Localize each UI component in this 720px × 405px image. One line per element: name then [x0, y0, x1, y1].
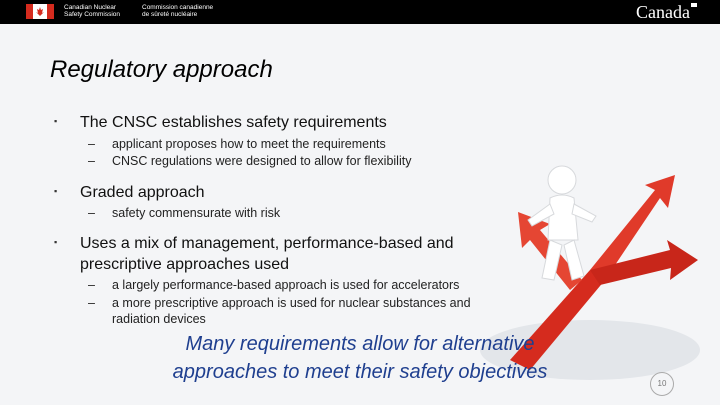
org-name-fr — [142, 4, 213, 18]
header-bar — [0, 0, 720, 24]
square-bullet-icon: ▪ — [54, 116, 58, 126]
dash-icon: – — [88, 278, 95, 292]
square-bullet-icon: ▪ — [54, 186, 58, 196]
callout-text: Many requirements allow for alternative approaches to meet their safety objectives — [172, 333, 548, 383]
sub-bullet-text: safety commensurate with risk — [112, 206, 281, 220]
org-en-line-2: Safety Commission — [64, 11, 120, 18]
page-number: 10 — [650, 372, 674, 396]
square-bullet-icon: ▪ — [54, 237, 58, 247]
slide-title: Regulatory approach — [50, 56, 273, 83]
canada-wordmark — [636, 2, 690, 22]
sub-bullet-text: CNSC regulations were designed to allow for flexibility — [112, 154, 412, 168]
dash-icon: – — [88, 206, 95, 220]
sub-bullet-text: applicant proposes how to meet the requirements — [112, 137, 386, 151]
bullet-text: Graded approach — [80, 184, 205, 201]
org-en-line-1: Canadian Nuclear — [64, 4, 117, 11]
sub-bullet-text: a more prescriptive approach is used for nuclear substances and radiation devices — [112, 296, 471, 326]
dash-icon: – — [88, 137, 95, 151]
sub-bullet-text: a largely performance-based approach is used for accelerators — [112, 278, 460, 292]
dash-icon: – — [88, 154, 95, 168]
wordmark-text: Canada — [636, 2, 690, 22]
org-fr-line-1: Commission canadienne — [142, 4, 214, 11]
org-fr-line-2: de sûreté nucléaire — [142, 11, 198, 18]
bullet-text: The CNSC establishes safety requirements — [80, 114, 387, 131]
bullet-text: Uses a mix of management, performance-based and prescriptive approaches used — [80, 235, 454, 273]
org-name-en — [64, 4, 120, 18]
mini-flag-icon — [691, 3, 697, 7]
dash-icon: – — [88, 296, 95, 310]
canada-flag-icon — [26, 4, 54, 19]
